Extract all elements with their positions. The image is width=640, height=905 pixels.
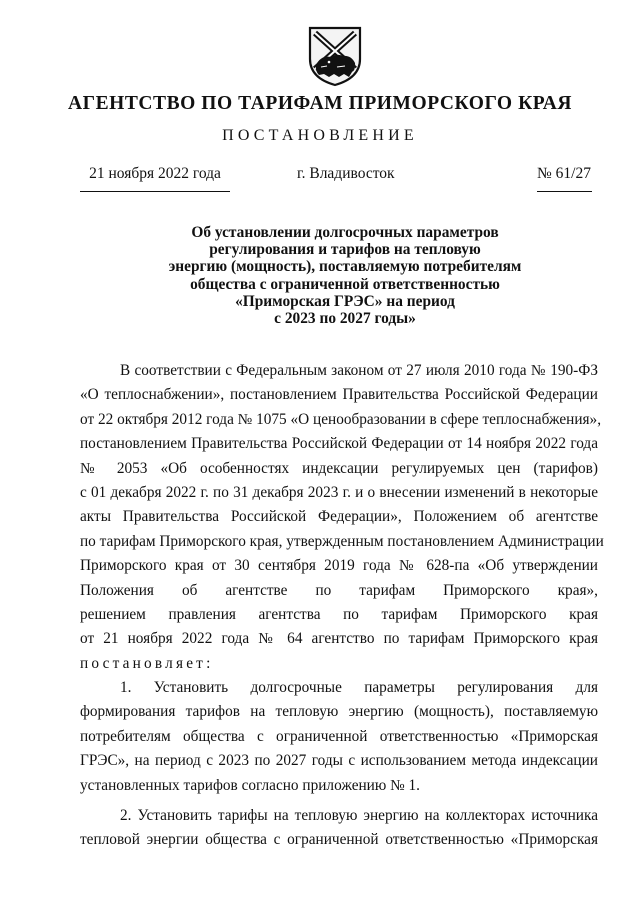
- document-city: г. Владивосток: [297, 165, 395, 182]
- item-1-line: потребителям общества с ограниченной ответственностью «Приморская: [80, 727, 598, 745]
- title-line: Об установлении долгосрочных параметров: [191, 224, 499, 241]
- preamble-line: «О теплоснабжении», постановлением Правительства Российской Федерации: [80, 386, 598, 404]
- resolves-word: постановляет:: [80, 654, 214, 672]
- title-line: с 2023 по 2027 годы»: [274, 310, 416, 328]
- document-body: [80, 359, 604, 853]
- preamble-line: акты Правительства Российской Федерации», Положением об агентстве: [80, 508, 598, 526]
- item-1-line: 1. Установить долгосрочные параметры регулирования для: [120, 679, 598, 697]
- preamble-line: по тарифам Приморского края, утвержденным постановлением Администрации: [80, 532, 604, 550]
- document-title: [120, 224, 570, 327]
- document-type: ПОСТАНОВЛЕНИЕ: [222, 127, 418, 144]
- preamble-line: Положения об агентстве по тарифам Приморского края»,: [80, 581, 598, 599]
- item-2-line: тепловой энергии общества с ограниченной ответственностью «Приморская: [80, 831, 598, 849]
- agency-name: АГЕНТСТВО ПО ТАРИФАМ ПРИМОРСКОГО КРАЯ: [67, 93, 572, 114]
- title-line: «Приморская ГРЭС» на период: [235, 292, 455, 310]
- preamble-line: от 21 ноября 2022 года № 64 агентство по тарифам Приморского края: [80, 630, 598, 648]
- title-line: энергию (мощность), поставляемую потребителям: [168, 258, 522, 276]
- item-1-line: установленных тарифов согласно приложению № 1.: [80, 776, 421, 794]
- preamble-line: постановлением Правительства Российской Федерации от 14 ноября 2022 года: [80, 435, 598, 453]
- preamble-line: с 01 декабря 2022 г. по 31 декабря 2023 г. и о внесении изменений в некоторые: [80, 483, 598, 501]
- preamble-line: решением правления агентства по тарифам Приморского края: [80, 605, 598, 623]
- item-2-line: 2. Установить тарифы на тепловую энергию на коллекторах источника: [120, 807, 598, 825]
- item-1-line: ГРЭС», на период с 2023 по 2027 годы с использованием метода индексации: [80, 752, 598, 770]
- preamble-line: от 22 октября 2012 года № 1075 «О ценообразовании в сфере теплоснабжения»,: [80, 410, 602, 428]
- preamble-line: В соответствии с Федеральным законом от 27 июля 2010 года № 190-ФЗ: [120, 362, 598, 379]
- title-line: общества с ограниченной ответственностью: [190, 275, 500, 293]
- document-date: 21 ноября 2022 года: [80, 165, 230, 192]
- title-line: регулирования и тарифов на тепловую: [209, 241, 481, 259]
- preamble-line: № 2053 «Об особенностях индексации регулируемых цен (тарифов): [80, 459, 598, 477]
- document-number: № 61/27: [537, 165, 592, 192]
- preamble-line: Приморского края от 30 сентября 2019 года № 628-па «Об утверждении: [80, 557, 598, 575]
- item-1-line: формирования тарифов на тепловую энергию (мощность), поставляемую: [80, 703, 598, 721]
- coat-of-arms-emblem: [307, 25, 363, 87]
